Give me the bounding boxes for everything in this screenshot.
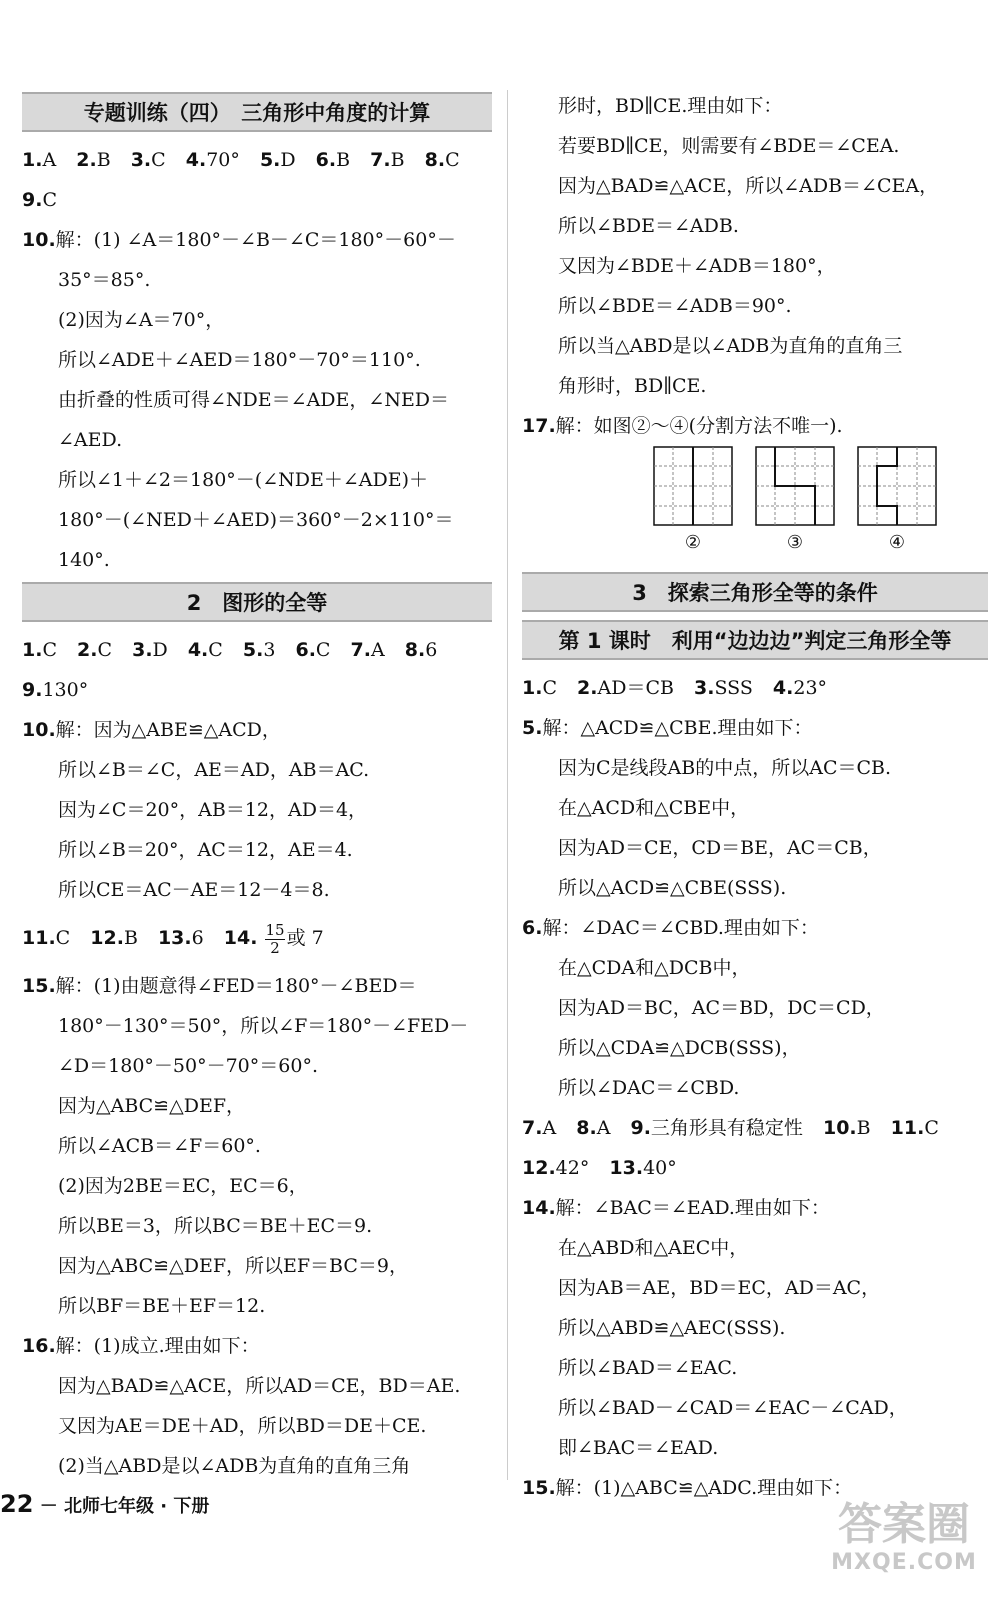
watermark-text: 答案圈 <box>838 1499 970 1550</box>
solution-line: 即∠BAC＝∠EAD. <box>558 1437 719 1459</box>
solution-line: 因为△ABC≌△DEF， <box>58 1095 246 1117</box>
solution-line: 因为△BAD≌△ACE，所以∠ADB＝∠CEA， <box>558 175 939 197</box>
solution-line: 在△ABD和△AEC中， <box>558 1237 749 1259</box>
grid-figure-4 <box>857 446 937 566</box>
solution-line: 因为C是线段AB的中点，所以AC＝CB. <box>558 757 892 779</box>
solution-line: 又因为AE＝DE＋AD，所以BD＝DE＋CE. <box>58 1415 427 1437</box>
grid-figures <box>522 446 988 566</box>
solution-line: 在△CDA和△DCB中， <box>558 957 751 979</box>
solution-line: (2)因为2BE＝EC，EC＝6， <box>58 1175 308 1197</box>
solution-line: 16.解：(1)成立.理由如下： <box>22 1335 260 1357</box>
figure-label: ② <box>684 532 702 553</box>
section-banner: 专题训练（四） 三角形中角度的计算 <box>22 92 492 132</box>
solution-line: 35°＝85°. <box>58 269 151 291</box>
solution-line: 15.解：(1)△ABC≌△ADC.理由如下： <box>522 1477 853 1499</box>
solution-line: 因为AB＝AE，BD＝EC，AD＝AC， <box>558 1277 881 1299</box>
solution-line: 6.解：∠DAC＝∠CBD.理由如下： <box>522 917 819 939</box>
solution-line: 因为∠C＝20°，AB＝12，AD＝4， <box>58 799 368 821</box>
figure-label: ④ <box>888 532 906 553</box>
solution-line: 所以∠ADE＋∠AED＝180°－70°＝110°. <box>58 349 421 371</box>
grid-figure-2 <box>653 446 733 566</box>
solution-line: 因为AD＝CE，CD＝BE，AC＝CB， <box>558 837 882 859</box>
answer-row: 1.C 2.C 3.D 4.C 5.3 6.C 7.A 8.6 <box>22 639 438 661</box>
answer-row: 1.C 2.AD＝CB 3.SSS 4.23° <box>522 677 828 699</box>
solution-line: 所以BF＝BE＋EF＝12. <box>58 1295 266 1317</box>
solution-line: 5.解：△ACD≌△CBE.理由如下： <box>522 717 813 739</box>
right-column <box>522 0 988 1508</box>
solution-line: 角形时，BD∥CE. <box>558 375 707 397</box>
fraction: $\frac{15}{2}$ <box>265 920 285 957</box>
solution-line: 形时，BD∥CE.理由如下： <box>558 95 783 117</box>
solution-line: 所以△ABD≌△AEC(SSS). <box>558 1317 786 1339</box>
answer-row: 9.130° <box>22 679 89 701</box>
solution-line: 180°－(∠NED＋∠AED)＝360°－2×110°＝ <box>58 509 454 531</box>
figure-label: ③ <box>786 532 804 553</box>
solution-line: 因为△ABC≌△DEF，所以EF＝BC＝9， <box>58 1255 408 1277</box>
solution-line: 14.解：∠BAC＝∠EAD.理由如下： <box>522 1197 830 1219</box>
grid-diagram <box>857 446 937 526</box>
book-title: 北师七年级 · 下册 <box>63 1496 210 1517</box>
solution-line: 所以∠B＝∠C，AE＝AD，AB＝AC. <box>58 759 370 781</box>
section-banner: 2 图形的全等 <box>22 582 492 622</box>
footer-separator: － <box>39 1496 58 1517</box>
solution-line: 在△ACD和△CBE中， <box>558 797 750 819</box>
solution-line: 所以△CDA≌△DCB(SSS)， <box>558 1037 801 1059</box>
column-divider <box>507 90 508 1480</box>
grid-diagram <box>653 446 733 526</box>
solution-line: 140°. <box>58 549 110 571</box>
solution-line: 由折叠的性质可得∠NDE＝∠ADE，∠NED＝ <box>58 389 450 411</box>
page-footer <box>0 1490 209 1518</box>
solution-line: 所以BE＝3，所以BC＝BE＋EC＝9. <box>58 1215 373 1237</box>
solution-line: ∠AED. <box>58 429 123 451</box>
grid-figure-3 <box>755 446 835 566</box>
solution-line: 所以∠ACB＝∠F＝60°. <box>58 1135 261 1157</box>
solution-line: 因为△BAD≌△ACE，所以AD＝CE，BD＝AE. <box>58 1375 461 1397</box>
answer-row: 12.42° 13.40° <box>522 1157 677 1179</box>
solution-line: 10.解：因为△ABE≌△ACD， <box>22 719 281 741</box>
left-column <box>22 90 492 1486</box>
solution-line: 17.解：如图②～④(分割方法不唯一). <box>522 415 843 437</box>
page-number: 22 <box>0 1490 34 1518</box>
solution-line: 所以∠BAD－∠CAD＝∠EAC－∠CAD， <box>558 1397 908 1419</box>
solution-line: 所以CE＝AC－AE＝12－4＝8. <box>58 879 330 901</box>
solution-line: 10.解：(1) ∠A＝180°－∠B－∠C＝180°－60°－ <box>22 229 456 251</box>
watermark-logo <box>824 1500 984 1590</box>
solution-line: 所以∠BAD＝∠EAC. <box>558 1357 738 1379</box>
solution-line: 所以∠DAC＝∠CBD. <box>558 1077 740 1099</box>
solution-line: 15.解：(1)由题意得∠FED＝180°－∠BED＝ <box>22 975 417 997</box>
solution-line: (2)当△ABD是以∠ADB为直角的直角三角 <box>58 1455 411 1477</box>
solution-line: 所以∠B＝20°，AC＝12，AE＝4. <box>58 839 353 861</box>
solution-line: 所以△ACD≌△CBE(SSS). <box>558 877 787 899</box>
solution-line: 又因为∠BDE＋∠ADB＝180°， <box>558 255 836 277</box>
section-banner: 3 探索三角形全等的条件 <box>522 572 988 612</box>
answer-row: 1.A 2.B 3.C 4.70° 5.D 6.B 7.B 8.C <box>22 149 460 171</box>
solution-line: 因为AD＝BC，AC＝BD，DC＝CD， <box>558 997 885 1019</box>
grid-diagram <box>755 446 835 526</box>
solution-line: 所以∠BDE＝∠ADB. <box>558 215 739 237</box>
watermark-url: MXQE.COM <box>831 1550 977 1575</box>
solution-line: ∠D＝180°－50°－70°＝60°. <box>58 1055 318 1077</box>
answer-row: 9.C <box>22 189 57 211</box>
solution-line: 所以当△ABD是以∠ADB为直角的直角三 <box>558 335 903 357</box>
solution-line: 若要BD∥CE，则需要有∠BDE＝∠CEA. <box>558 135 900 157</box>
answer-row: 11.C 12.B 13.6 14. $\frac{15}{2}$ 或 7 <box>22 920 324 957</box>
solution-line: 180°－130°＝50°，所以∠F＝180°－∠FED－ <box>58 1015 469 1037</box>
lesson-banner: 第 1 课时 利用“边边边”判定三角形全等 <box>522 620 988 660</box>
solution-line: (2)因为∠A＝70°， <box>58 309 225 331</box>
solution-line: 所以∠1＋∠2＝180°－(∠NDE＋∠ADE)＋ <box>58 469 428 491</box>
answer-row: 7.A 8.A 9.三角形具有稳定性 10.B 11.C <box>522 1117 939 1139</box>
solution-line: 所以∠BDE＝∠ADB＝90°. <box>558 295 792 317</box>
